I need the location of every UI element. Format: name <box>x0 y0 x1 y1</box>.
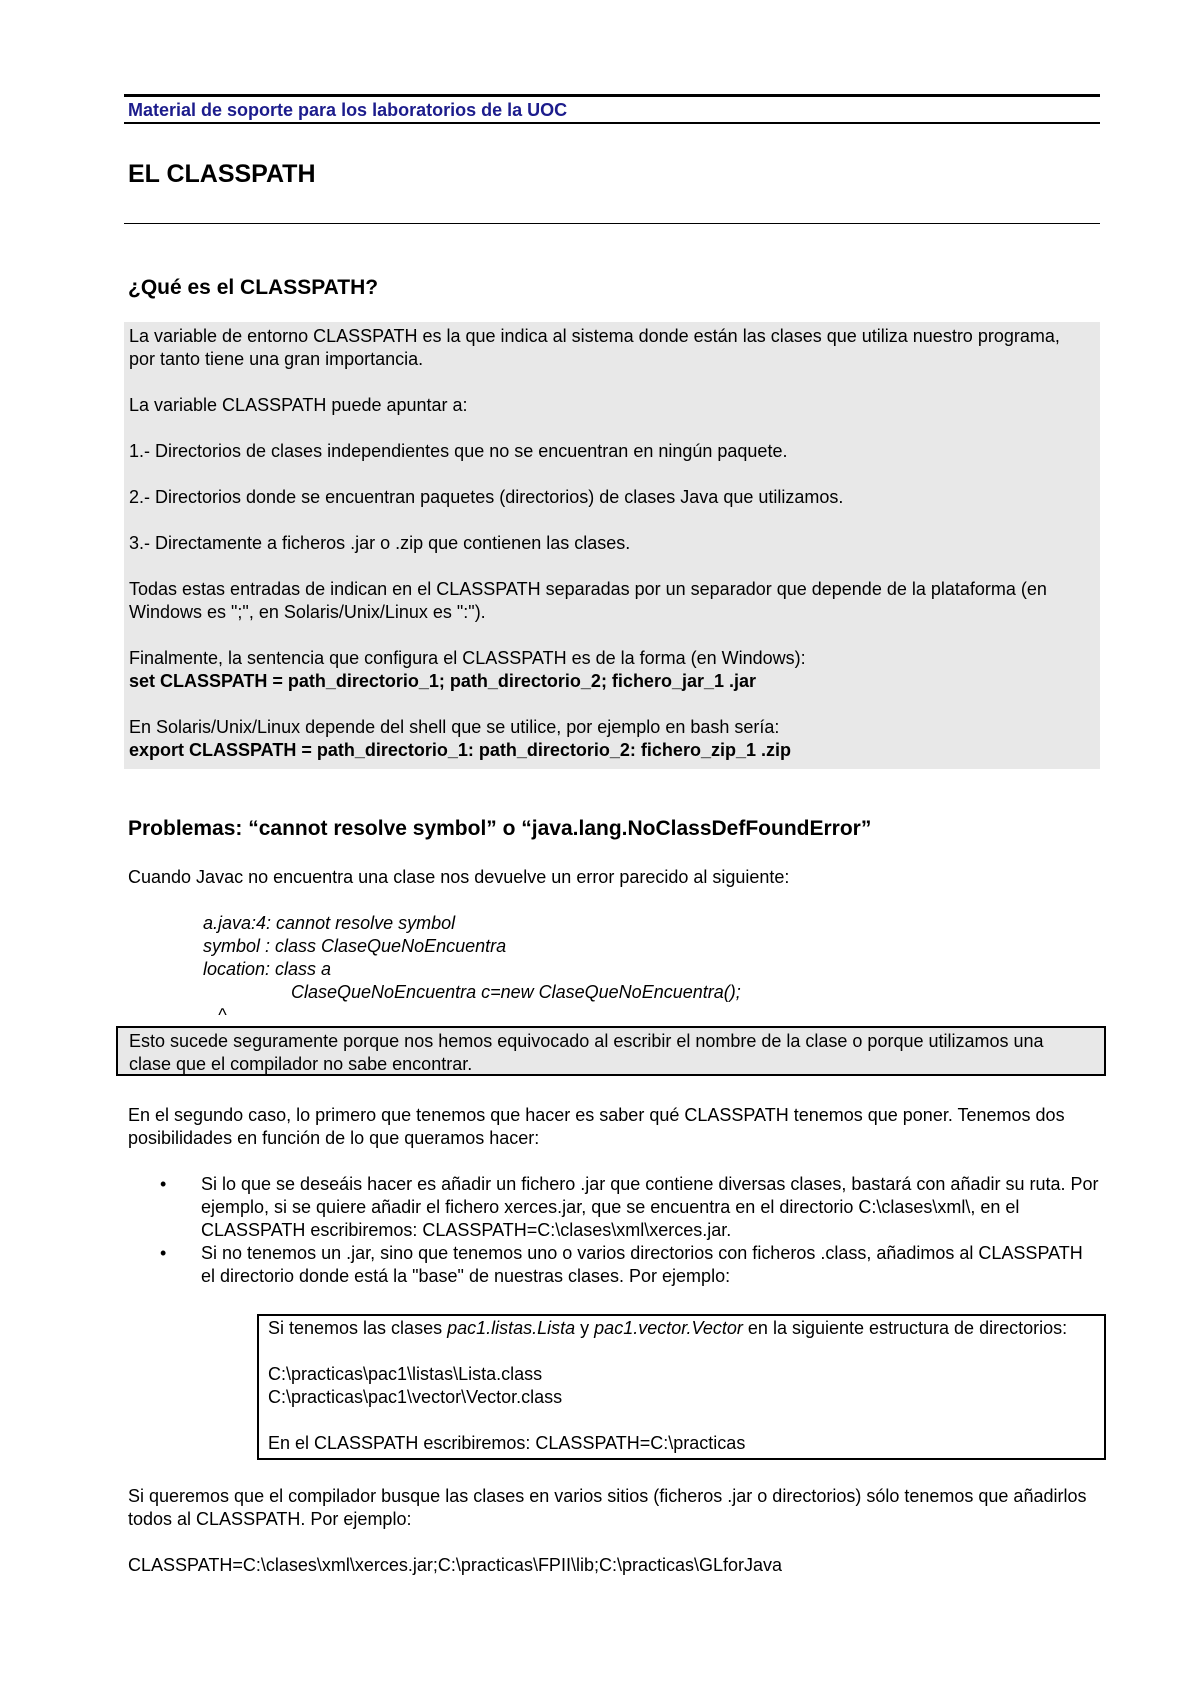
text: en la siguiente estructura de directorios: <box>742 1318 1068 1338</box>
paragraph: Todas estas entradas de indican en el CLASSPATH separadas por un separador que depende de la plataforma (en Windows es ";", en Solaris/Unix/Linux es ":"). <box>129 579 1047 622</box>
paragraph: En el segundo caso, lo primero que tenemos que hacer es saber qué CLASSPATH tenemos que poner. Tenemos dos posibilidades en función de lo que queramos hacer: <box>128 1105 1065 1148</box>
header-bottom-rule <box>124 122 1100 124</box>
example-box <box>257 1314 1106 1460</box>
paragraph: La variable CLASSPATH puede apuntar a: <box>129 395 468 415</box>
bullet-item: Si no tenemos un .jar, sino que tenemos uno o varios directorios con ficheros .class, añadimos al CLASSPATH el directorio donde está la "base" de nuestras clases. Por ejemplo: <box>201 1243 1083 1286</box>
list-item: 2.- Directorios donde se encuentran paquetes (directorios) de clases Java que utilizamos. <box>129 487 844 507</box>
paragraph: La variable de entorno CLASSPATH es la que indica al sistema donde están las clases que utiliza nuestro programa, por tanto tiene una gran importancia. <box>129 326 1060 369</box>
page-title: EL CLASSPATH <box>128 160 316 188</box>
class-name: pac1.listas.Lista <box>447 1318 576 1338</box>
example-result: En el CLASSPATH escribiremos: CLASSPATH=C:\practicas <box>268 1433 746 1453</box>
paragraph: Cuando Javac no encuentra una clase nos devuelve un error parecido al siguiente: <box>128 867 790 887</box>
error-line: location: class a <box>203 959 332 979</box>
final-classpath-example: CLASSPATH=C:\clases\xml\xerces.jar;C:\practicas\FPII\lib;C:\practicas\GLforJava <box>128 1555 783 1575</box>
error-line: a.java:4: cannot resolve symbol <box>203 913 456 933</box>
example-intro <box>268 1317 1098 1340</box>
section-heading-problems: Problemas: “cannot resolve symbol” o “java.lang.NoClassDefFoundError” <box>128 817 872 840</box>
error-caret: ^ <box>218 1005 227 1025</box>
paragraph: Finalmente, la sentencia que configura el CLASSPATH es de la forma (en Windows): <box>129 648 806 668</box>
bullet-icon: • <box>160 1243 167 1263</box>
class-name: pac1.vector.Vector <box>594 1318 743 1338</box>
document-header: Material de soporte para los laboratorios de la UOC <box>128 100 568 120</box>
title-rule <box>124 223 1100 224</box>
error-line: symbol : class ClaseQueNoEncuentra <box>203 936 507 956</box>
list-item: 3.- Directamente a ficheros .jar o .zip que contienen las clases. <box>129 533 631 553</box>
bash-command: export CLASSPATH = path_directorio_1: path_directorio_2: fichero_zip_1 .zip <box>129 740 791 760</box>
header-top-rule <box>124 94 1100 97</box>
paragraph: Esto sucede seguramente porque nos hemos equivocado al escribir el nombre de la clase o porque utilizamos una clase que el compilador no sabe encontrar. <box>129 1031 1044 1074</box>
example-path: C:\practicas\pac1\vector\Vector.class <box>268 1387 563 1407</box>
paragraph: En Solaris/Unix/Linux depende del shell que se utilice, por ejemplo en bash sería: <box>129 717 780 737</box>
error-line: ClaseQueNoEncuentra c=new ClaseQueNoEncuentra(); <box>291 982 741 1002</box>
windows-command: set CLASSPATH = path_directorio_1; path_directorio_2; fichero_jar_1 .jar <box>129 671 757 691</box>
paragraph: Si queremos que el compilador busque las clases en varios sitios (ficheros .jar o directorios) sólo tenemos que añadirlos todos al CLASSPATH. Por ejemplo: <box>128 1486 1087 1529</box>
text: y <box>575 1318 595 1338</box>
bullet-item: Si lo que se deseáis hacer es añadir un fichero .jar que contiene diversas clases, bastará con añadir su ruta. Por ejemplo, si se quiere añadir el fichero xerces.jar, que se encuentra en el directorio C:\clases\xml\, en el CLASSPATH escribiremos: CLASSPATH=C:\clases\xml\xerces.jar. <box>201 1174 1099 1240</box>
bullet-icon: • <box>160 1174 167 1194</box>
list-item: 1.- Directorios de clases independientes que no se encuentran en ningún paquete. <box>129 441 788 461</box>
classpath-info-box <box>124 322 1100 769</box>
example-path: C:\practicas\pac1\listas\Lista.class <box>268 1364 543 1384</box>
text: Si tenemos las clases <box>268 1318 448 1338</box>
section-heading-what-is-classpath: ¿Qué es el CLASSPATH? <box>128 276 379 299</box>
error-explanation-box <box>116 1026 1106 1076</box>
